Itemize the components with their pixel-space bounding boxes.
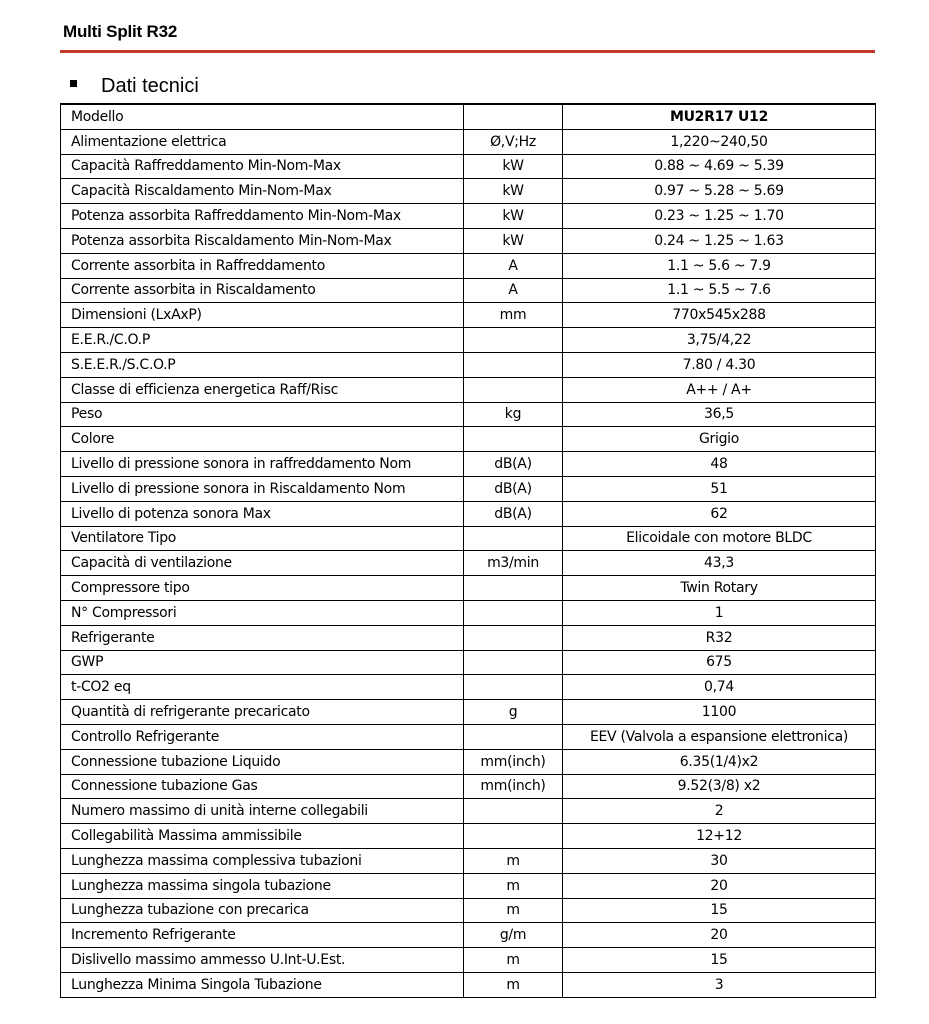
spec-unit-cell: kW [464,204,563,229]
spec-value-cell: 0.97 ~ 5.28 ~ 5.69 [563,179,876,204]
table-row [61,526,876,551]
table-row [61,551,876,576]
spec-value-cell: 7.80 / 4.30 [563,352,876,377]
spec-label-cell: GWP [61,650,464,675]
spec-unit-cell [464,600,563,625]
spec-value-cell: 36,5 [563,402,876,427]
table-row [61,501,876,526]
spec-label-cell: Ventilatore Tipo [61,526,464,551]
spec-unit-cell [464,328,563,353]
table-row [61,352,876,377]
spec-value-cell: 48 [563,452,876,477]
table-row [61,749,876,774]
section-title: Dati tecnici [101,75,199,97]
table-row [61,476,876,501]
spec-label-cell: Potenza assorbita Riscaldamento Min-Nom-Max [61,228,464,253]
spec-value-cell: 1100 [563,700,876,725]
table-row [61,650,876,675]
table-row [61,154,876,179]
spec-label-cell: Capacità Riscaldamento Min-Nom-Max [61,179,464,204]
table-row [61,402,876,427]
spec-unit-cell: m [464,972,563,997]
spec-unit-cell: m3/min [464,551,563,576]
page-title: Multi Split R32 [63,22,178,41]
spec-value-cell: 15 [563,948,876,973]
table-row [61,204,876,229]
spec-value-cell: 12+12 [563,824,876,849]
spec-value-cell: 3,75/4,22 [563,328,876,353]
spec-label-cell: Quantità di refrigerante precaricato [61,700,464,725]
spec-unit-cell: kW [464,154,563,179]
spec-label-cell: Livello di pressione sonora in Riscaldamento Nom [61,476,464,501]
spec-label-cell: Corrente assorbita in Raffreddamento [61,253,464,278]
spec-label-cell: N° Compressori [61,600,464,625]
table-row [61,972,876,997]
table-row [61,427,876,452]
spec-unit-cell: mm(inch) [464,749,563,774]
table-row [61,576,876,601]
spec-value-cell: 0.23 ~ 1.25 ~ 1.70 [563,204,876,229]
spec-value-cell: A++ / A+ [563,377,876,402]
spec-value-cell: 20 [563,873,876,898]
spec-value-cell: 1.1 ~ 5.6 ~ 7.9 [563,253,876,278]
spec-value-cell: 1,220~240,50 [563,129,876,154]
spec-value-cell: 9.52(3/8) x2 [563,774,876,799]
spec-value-cell: 15 [563,898,876,923]
spec-label-cell: Lunghezza Minima Singola Tubazione [61,972,464,997]
spec-label-cell: Livello di potenza sonora Max [61,501,464,526]
spec-unit-cell: m [464,873,563,898]
table-row [61,873,876,898]
table-row [61,179,876,204]
spec-value-cell: 0.88 ~ 4.69 ~ 5.39 [563,154,876,179]
spec-value-cell: 1.1 ~ 5.5 ~ 7.6 [563,278,876,303]
spec-label-cell: Refrigerante [61,625,464,650]
spec-value-cell: 51 [563,476,876,501]
table-row [61,377,876,402]
table-row [61,104,876,129]
spec-label-cell: Collegabilità Massima ammissibile [61,824,464,849]
spec-label-cell: Modello [61,104,464,129]
spec-unit-cell: kW [464,179,563,204]
table-row [61,452,876,477]
spec-unit-cell [464,427,563,452]
spec-value-cell: 20 [563,923,876,948]
spec-unit-cell: dB(A) [464,476,563,501]
spec-value-cell: Grigio [563,427,876,452]
spec-value-cell: 62 [563,501,876,526]
spec-value-cell: 3 [563,972,876,997]
header-divider [60,50,875,53]
spec-label-cell: Colore [61,427,464,452]
table-row [61,724,876,749]
spec-label-cell: Incremento Refrigerante [61,923,464,948]
spec-label-cell: Dislivello massimo ammesso U.Int-U.Est. [61,948,464,973]
table-row [61,278,876,303]
spec-value-cell: Elicoidale con motore BLDC [563,526,876,551]
table-row [61,228,876,253]
table-row [61,898,876,923]
spec-label-cell: Classe di efficienza energetica Raff/Risc [61,377,464,402]
table-row [61,848,876,873]
spec-unit-cell [464,724,563,749]
spec-unit-cell [464,576,563,601]
spec-unit-cell [464,625,563,650]
table-row [61,700,876,725]
section-heading [70,73,199,99]
table-row [61,253,876,278]
spec-unit-cell [464,824,563,849]
spec-unit-cell: g [464,700,563,725]
spec-label-cell: Compressore tipo [61,576,464,601]
spec-unit-cell [464,377,563,402]
spec-unit-cell: m [464,948,563,973]
spec-unit-cell: dB(A) [464,452,563,477]
spec-label-cell: Alimentazione elettrica [61,129,464,154]
specs-table [60,103,876,998]
spec-unit-cell: m [464,848,563,873]
spec-unit-cell: A [464,278,563,303]
spec-unit-cell [464,675,563,700]
table-row [61,600,876,625]
spec-value-cell: 30 [563,848,876,873]
spec-value-cell: MU2R17 U12 [563,104,876,129]
table-row [61,675,876,700]
spec-label-cell: Livello di pressione sonora in raffreddamento Nom [61,452,464,477]
spec-label-cell: Potenza assorbita Raffreddamento Min-Nom-Max [61,204,464,229]
table-row [61,129,876,154]
spec-unit-cell [464,526,563,551]
spec-unit-cell: Ø,V;Hz [464,129,563,154]
spec-value-cell: 1 [563,600,876,625]
spec-label-cell: Lunghezza massima complessiva tubazioni [61,848,464,873]
table-row [61,948,876,973]
spec-unit-cell: kW [464,228,563,253]
spec-label-cell: t-CO2 eq [61,675,464,700]
spec-label-cell: Connessione tubazione Gas [61,774,464,799]
spec-label-cell: Lunghezza massima singola tubazione [61,873,464,898]
spec-value-cell: 2 [563,799,876,824]
spec-unit-cell [464,799,563,824]
spec-value-cell: R32 [563,625,876,650]
spec-value-cell: Twin Rotary [563,576,876,601]
table-row [61,799,876,824]
spec-value-cell: 0.24 ~ 1.25 ~ 1.63 [563,228,876,253]
table-row [61,824,876,849]
spec-unit-cell: g/m [464,923,563,948]
spec-unit-cell: m [464,898,563,923]
spec-label-cell: Capacità Raffreddamento Min-Nom-Max [61,154,464,179]
spec-unit-cell: A [464,253,563,278]
spec-label-cell: Capacità di ventilazione [61,551,464,576]
table-row [61,625,876,650]
spec-unit-cell [464,104,563,129]
spec-label-cell: Numero massimo di unità interne collegabili [61,799,464,824]
spec-unit-cell [464,650,563,675]
table-row [61,923,876,948]
spec-label-cell: Controllo Refrigerante [61,724,464,749]
spec-unit-cell [464,352,563,377]
spec-unit-cell: mm [464,303,563,328]
spec-unit-cell: dB(A) [464,501,563,526]
spec-label-cell: E.E.R./C.O.P [61,328,464,353]
table-row [61,303,876,328]
spec-value-cell: 770x545x288 [563,303,876,328]
spec-value-cell: 43,3 [563,551,876,576]
spec-label-cell: Connessione tubazione Liquido [61,749,464,774]
spec-value-cell: 675 [563,650,876,675]
spec-value-cell: 6.35(1/4)x2 [563,749,876,774]
spec-value-cell: 0,74 [563,675,876,700]
spec-label-cell: S.E.E.R./S.C.O.P [61,352,464,377]
spec-label-cell: Peso [61,402,464,427]
table-row [61,774,876,799]
spec-label-cell: Dimensioni (LxAxP) [61,303,464,328]
table-row [61,328,876,353]
spec-label-cell: Corrente assorbita in Riscaldamento [61,278,464,303]
square-bullet-icon [70,80,77,87]
spec-value-cell: EEV (Valvola a espansione elettronica) [563,724,876,749]
spec-label-cell: Lunghezza tubazione con precarica [61,898,464,923]
spec-unit-cell: kg [464,402,563,427]
spec-unit-cell: mm(inch) [464,774,563,799]
